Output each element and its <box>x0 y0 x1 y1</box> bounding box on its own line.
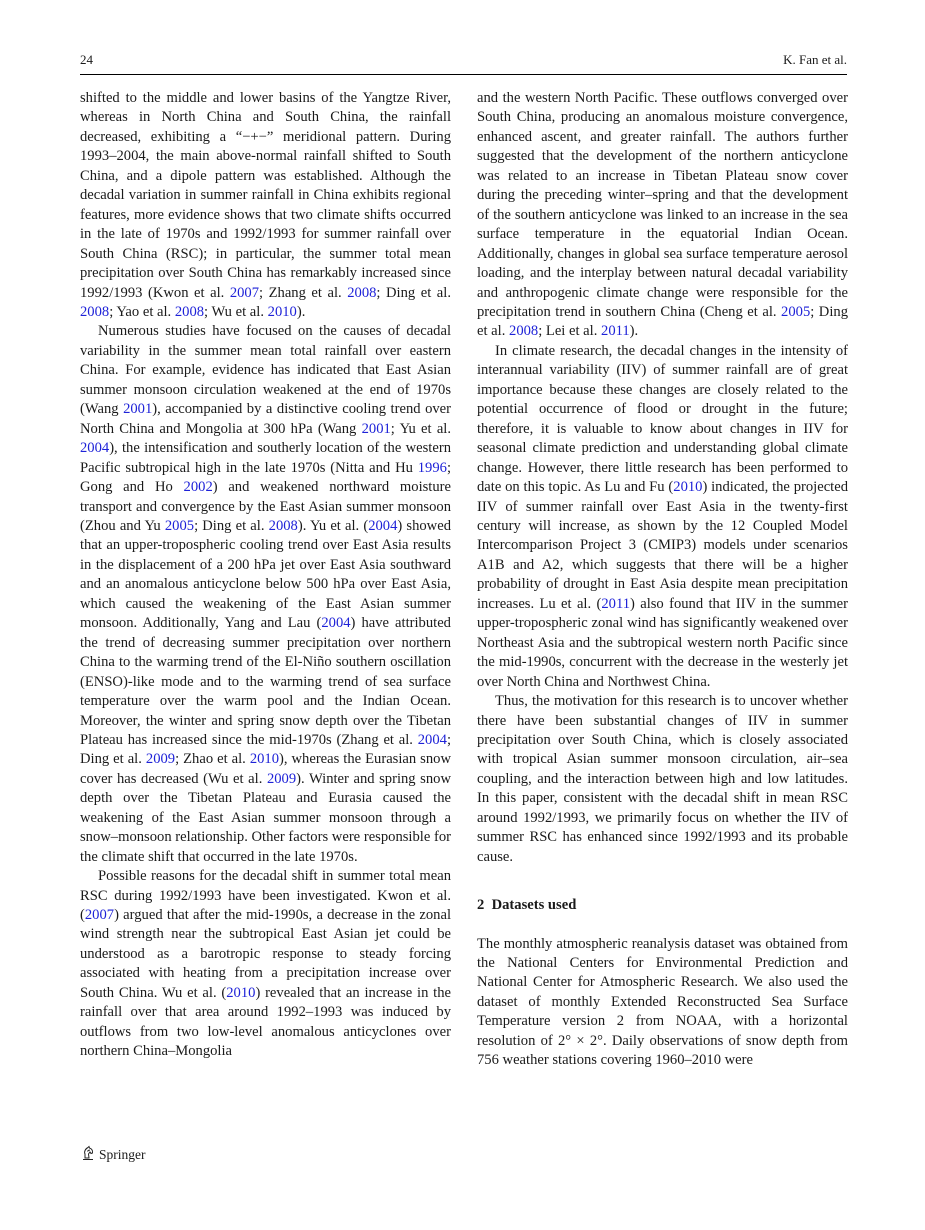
citation-link[interactable]: 2008 <box>347 284 377 301</box>
body-text: ) showed that an upper-tropospheric cooling trend over East Asia results in the displacement of a 200 hPa jet over East Asia southward and an anomalous anticyclone below 500 hPa over East Asia, which caused the weakening of the East Asian summer monsoon. Additionally, Yang and Lau ( <box>80 517 451 632</box>
body-text: ; Ding et al. <box>477 303 848 340</box>
publisher-logo <box>81 1145 146 1165</box>
section-heading <box>477 896 848 915</box>
citation-link[interactable]: 2011 <box>601 323 630 340</box>
paragraph <box>477 342 848 692</box>
body-text: The monthly atmospheric reanalysis dataset was obtained from the National Centers for Environmental Prediction and National Center for Atmospheric Research. We also used the dataset of monthly Extended Reconstructed Sea Surface Temperature version 2 from NOAA, with a horizontal resolution of 2° × 2°. Daily observations of snow depth from 756 weather stations covering 1960–2010 were <box>477 935 848 1069</box>
citation-link[interactable]: 2005 <box>164 517 195 534</box>
citation-link[interactable]: 2001 <box>123 401 153 418</box>
body-text: shifted to the middle and lower basins of the Yangtze River, whereas in North China and South China, the rainfall decreased, exhibiting a “−+−” meridional pattern. During 1993–2004, the main above-normal rainfall shifted to South China, and a dipole pattern was established. Although the decadal variation in summer rainfall in China exhibits regional features, more evidence shows that two climate shifts occurred in the late of 1970s and 1992/1993 for summer rainfall over South China (RSC); in particular, the summer total mean precipitation over South China has remarkably increased since 1992/1993 (Kwon et al. <box>80 90 451 301</box>
body-text: ; Ding et al. <box>194 517 269 534</box>
body-text: ; Yao et al. <box>109 303 175 320</box>
page-number: 24 <box>80 52 93 67</box>
body-text: ) argued that after the mid-1990s, a decrease in the zonal wind strength near the subtropical East Asian jet could be understood as a barotropic response to steady forcing associated with heating from a precipitation increase over South China. Wu et al. ( <box>80 907 451 1001</box>
body-text: ; Lei et al. <box>538 323 602 340</box>
citation-link[interactable]: 2004 <box>80 440 110 457</box>
citation-link[interactable]: 2002 <box>183 479 213 496</box>
body-text: ) and weakened northward moisture transport and convergence by the East Asian summer monsoon (Zhou and Yu <box>80 479 451 534</box>
body-text: ; Ding et al. <box>80 731 451 768</box>
body-text: ; Gong and Ho <box>80 459 451 496</box>
citation-link[interactable]: 2005 <box>781 303 811 320</box>
body-text: ) also found that IIV in the summer upper-tropospheric zonal wind has significantly weakened over Northeast Asia and the subtropical western north Pacific since the mid-1990s, concurrent with the decrease in the westerly jet over North China and Northwest China. <box>477 595 848 690</box>
body-text: and the western North Pacific. These outflows converged over South China, producing an anomalous moisture convergence, enhanced ascent, and greater rainfall. The authors further suggested that the development of the northern anticyclone was related to an increase in Tibetan Plateau snow cover during the preceding winter–spring and that the development of the southern anticyclone was linked to an increase in the sea surface temperature in the equatorial Indian Ocean. Additionally, changes in global sea surface temperature aerosol loading, and the interplay between natural decadal variability and anthropogenic climate change were responsible for the precipitation trend in southern China (Cheng et al. <box>477 90 848 320</box>
body-text: In climate research, the decadal changes in the intensity of interannual variability (IIV) of summer rainfall are of great importance because these changes are closely related to the potential occurrence of flood or drought in the future; therefore, it is valuable to know about changes in IIV for seasonal climate prediction and understanding global climate change. However, there little research has been performed to date on this topic. As Lu and Fu ( <box>477 342 848 496</box>
body-text: ) indicated, the projected IIV of summer rainfall over East Asia in the twenty-first century will increase, as shown by the 12 Coupled Model Intercomparison Project 3 (CMIP3) models under scenarios A1B and A2, which suggests that there will be a higher probability of drought in East Asia despite mean precipitation increases. Lu et al. ( <box>477 479 848 612</box>
paragraph <box>477 89 848 342</box>
citation-link[interactable]: 2010 <box>673 479 703 496</box>
body-text: ). Winter and spring snow depth over the Tibetan Plateau and Eurasia caused the weakening of the East Asian summer monsoon through a snow–monsoon relationship. Other factors were responsible for the climate shift that occurred in the late 1970s. <box>80 770 451 865</box>
paragraph <box>80 89 451 322</box>
citation-link[interactable]: 2008 <box>80 303 110 320</box>
citation-link[interactable]: 2007 <box>84 907 115 924</box>
body-text: ). <box>629 323 639 340</box>
body-text: ) have attributed the trend of decreasing summer precipitation over northern China to the warming trend of the El-Niño southern oscillation (ENSO)-like mode and to the warming trend of sea surface temperature over the warm pool and the Indian Ocean. Moreover, the winter and spring snow depth over the Tibetan Plateau has increased since the mid-1970s (Zhang et al. <box>80 615 451 748</box>
body-text: ; Zhang et al. <box>259 284 348 301</box>
citation-link[interactable]: 2001 <box>361 420 391 437</box>
body-text: Numerous studies have focused on the causes of decadal variability in the summer mean total rainfall over eastern China. For example, evidence has indicated that East Asian summer monsoon circulation weakened at the end of 1970s (Wang <box>80 323 451 418</box>
citation-link[interactable]: 2004 <box>368 517 398 534</box>
citation-link[interactable]: 2007 <box>229 284 260 301</box>
citation-link[interactable]: 2008 <box>174 303 205 320</box>
body-text: ). Yu et al. ( <box>297 517 369 534</box>
citation-link[interactable]: 2010 <box>267 303 297 320</box>
citation-link[interactable]: 2009 <box>266 770 297 787</box>
citation-link[interactable]: 2009 <box>145 751 176 768</box>
body-text: ). <box>296 303 306 320</box>
body-text: ), accompanied by a distinctive cooling trend over North China and Mongolia at 300 hPa (Wang <box>80 401 452 437</box>
body-text: ) revealed that an increase in the rainfall over that area around 1992–1993 was induced by outflows from two low-level anomalous anticyclones over northern China–Mongolia <box>80 984 452 1060</box>
body-text: ; Yu et al. <box>390 420 452 437</box>
citation-link[interactable]: 2011 <box>601 595 630 612</box>
body-text: ; Zhao et al. <box>175 751 250 768</box>
citation-link[interactable]: 2004 <box>417 731 447 748</box>
running-head-authors: K. Fan et al. <box>783 52 847 67</box>
left-column <box>80 89 451 1062</box>
paragraph <box>477 935 848 1071</box>
citation-link[interactable]: 1996 <box>417 459 447 476</box>
right-column <box>477 89 848 1071</box>
publisher-name: Springer <box>99 1147 146 1162</box>
body-text: ; Wu et al. <box>204 303 268 320</box>
body-text: ), whereas the Eurasian snow cover has decreased (Wu et al. <box>80 751 451 787</box>
page-header <box>80 50 847 75</box>
citation-link[interactable]: 2008 <box>509 323 539 340</box>
body-text: Possible reasons for the decadal shift in summer total mean RSC during 1992/1993 have been investigated. Kwon et al. ( <box>80 868 451 924</box>
paragraph <box>80 322 451 867</box>
citation-link[interactable]: 2010 <box>226 984 256 1001</box>
springer-horse-icon <box>81 1145 96 1165</box>
paragraph <box>80 867 451 1062</box>
paragraph <box>477 692 848 867</box>
body-text: ; Ding et al. <box>376 284 451 301</box>
citation-link[interactable]: 2008 <box>268 517 298 534</box>
section-title: Datasets used <box>491 897 577 914</box>
citation-link[interactable]: 2004 <box>321 615 351 632</box>
body-text: Thus, the motivation for this research is to uncover whether there have been substantial changes of IIV in summer precipitation over South China, which is closely associated with tropical Asian summer monsoon circulation, air–sea coupling, and the interaction between high and low latitudes. In this paper, consistent with the decadal shift in mean RSC around 1992/1993, we primarily focus on whether the IIV of summer RSC has enhanced since 1992/1993 and its probable cause. <box>477 693 848 865</box>
citation-link[interactable]: 2010 <box>249 751 279 768</box>
body-text: ), the intensification and southerly location of the western Pacific subtropical high in the late 1970s (Nitta and Hu <box>80 440 451 476</box>
section-number: 2 <box>477 897 485 914</box>
